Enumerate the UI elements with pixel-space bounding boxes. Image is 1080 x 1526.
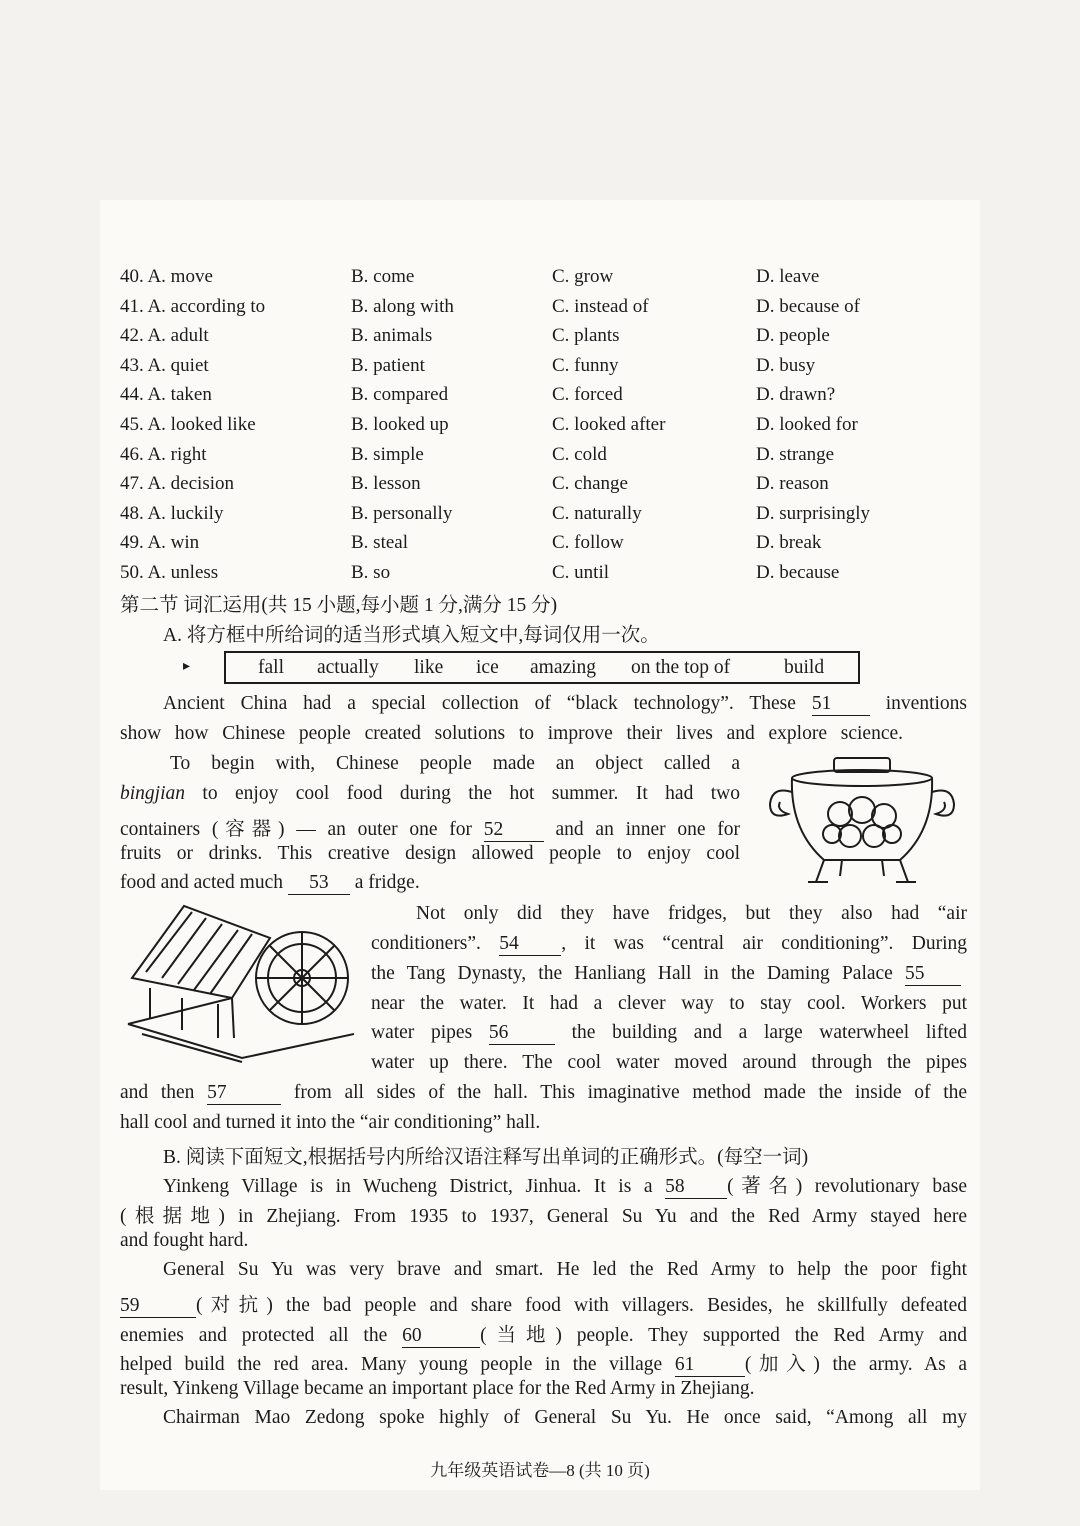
option-a: 40. A. move (120, 266, 213, 287)
text: and then (120, 1082, 195, 1103)
text: containers (容器) — an outer one for (120, 819, 473, 840)
option-c: C. cold (552, 443, 607, 465)
option-a: 50. A. unless (120, 561, 219, 583)
option-row (120, 410, 980, 440)
word-box (224, 651, 860, 684)
text: from all sides of the hall. This imaginative method made the inside of the (293, 1082, 968, 1103)
word-box-item: amazing (530, 657, 597, 678)
passage-line (120, 1319, 967, 1348)
option-c: C. instead of (552, 295, 649, 317)
passage-line (120, 872, 420, 895)
option-a: 43. A. quiet (120, 354, 209, 376)
option-d: D. leave (756, 266, 820, 287)
option-c: C. funny (552, 354, 619, 376)
text: inventions (885, 693, 968, 714)
passage-line: General Su Yu was very brave and smart. He led the Red Army to help the poor fight (163, 1259, 967, 1280)
section-heading: 第二节 词汇运用(共 15 小题,每小题 1 分,满分 15 分) (120, 595, 558, 616)
passage-line: and fought hard. (120, 1230, 249, 1251)
option-a: 45. A. looked like (120, 413, 256, 435)
blank-54: 54 (499, 933, 561, 956)
passage-line: show how Chinese people created solutions to improve their lives and explore science. (120, 723, 903, 744)
option-b: B. so (351, 561, 391, 583)
option-c: C. naturally (552, 502, 642, 524)
blank-58: 58 (665, 1176, 727, 1199)
text: a fridge. (354, 872, 420, 893)
option-b: B. steal (351, 532, 408, 554)
option-c: C. until (552, 561, 610, 583)
text: Yinkeng Village is in Wucheng District, Jinhua. It is a (163, 1176, 653, 1197)
option-c: C. grow (552, 266, 614, 287)
text: (著名) revolutionary base (727, 1176, 968, 1197)
text: the building and a large waterwheel lifted (571, 1022, 968, 1043)
option-d: D. reason (756, 473, 829, 495)
text: , it was “central air conditioning”. During (561, 933, 967, 954)
option-row (120, 321, 980, 351)
page-footer: 九年级英语试卷—8 (共 10 页) (430, 1461, 650, 1480)
word-box-item: on the top of (631, 657, 731, 678)
option-c: C. plants (552, 325, 620, 347)
options-list (120, 262, 980, 588)
option-b: B. looked up (351, 413, 449, 435)
text: helped build the red area. Many young people in the village (120, 1354, 663, 1375)
option-a: 47. A. decision (120, 473, 234, 495)
option-d: D. because (756, 561, 840, 583)
passage-line: Chairman Mao Zedong spoke highly of General Su Yu. He once said, “Among all my (163, 1407, 967, 1428)
arrow-icon: ▸ (183, 659, 191, 674)
option-b: B. patient (351, 354, 425, 376)
option-row (120, 440, 980, 470)
option-row (120, 499, 980, 529)
option-row (120, 292, 980, 322)
word-box-item: like (414, 657, 444, 678)
passage-line: water up there. The cool water moved around through the pipes (371, 1052, 967, 1073)
option-b: B. compared (351, 384, 449, 406)
passage-line (371, 933, 967, 956)
option-d: D. looked for (756, 413, 858, 435)
option-a: 48. A. luckily (120, 502, 224, 524)
option-a: 42. A. adult (120, 325, 209, 347)
option-row (120, 262, 980, 292)
blank-60: 60 (402, 1325, 480, 1348)
passage-line (120, 813, 740, 842)
word-box-item: ice (476, 657, 499, 678)
text: to enjoy cool food during the hot summer. It had two (185, 783, 740, 804)
option-b: B. personally (351, 502, 453, 524)
blank-55: 55 (905, 963, 961, 986)
text: enemies and protected all the (120, 1325, 388, 1346)
blank-56: 56 (489, 1022, 555, 1045)
option-a: 46. A. right (120, 443, 207, 465)
text: (当地) people. They supported the Red Army and (480, 1325, 967, 1346)
passage-line (120, 783, 740, 805)
option-b: B. animals (351, 325, 433, 347)
option-d: D. people (756, 325, 830, 347)
option-d: D. because of (756, 295, 860, 317)
passage-line (120, 1348, 967, 1377)
option-row (120, 380, 980, 410)
option-b: B. along with (351, 295, 454, 317)
blank-61: 61 (675, 1354, 745, 1377)
option-d: D. strange (756, 443, 835, 465)
part-a-instruction: A. 将方框中所给词的适当形式填入短文中,每词仅用一次。 (163, 625, 660, 646)
text: food and acted much (120, 872, 283, 893)
text: and an inner one for (555, 819, 741, 840)
option-b: B. simple (351, 443, 424, 465)
text: water pipes (371, 1022, 473, 1043)
blank-59: 59 (120, 1295, 196, 1318)
passage-line (371, 1022, 967, 1045)
passage-line (120, 1082, 967, 1105)
passage-line (120, 1289, 967, 1318)
word-box-item: build (784, 657, 825, 678)
option-a: 41. A. according to (120, 295, 266, 317)
passage-line: Not only did they have fridges, but they also had “air (416, 903, 967, 924)
option-a: 44. A. taken (120, 384, 212, 406)
option-row (120, 351, 980, 381)
blank-53: 53 (288, 872, 350, 895)
word-box-item: actually (317, 657, 379, 678)
passage-line: To begin with, Chinese people made an object called a (170, 753, 740, 774)
option-row (120, 528, 980, 558)
option-row (120, 469, 980, 499)
part-b-instruction: B. 阅读下面短文,根据括号内所给汉语注释写出单词的正确形式。(每空一词) (163, 1147, 809, 1168)
word-box-item: fall (258, 657, 284, 678)
option-b: B. lesson (351, 473, 421, 495)
text: the Tang Dynasty, the Hanliang Hall in the Daming Palace (371, 963, 893, 984)
blank-57: 57 (207, 1082, 281, 1105)
bingjian-illustration (762, 752, 962, 892)
passage-line (163, 693, 967, 716)
option-d: D. busy (756, 354, 816, 376)
passage-line: hall cool and turned it into the “air conditioning” hall. (120, 1112, 541, 1133)
text: (对抗) the bad people and share food with villagers. Besides, he skillfully defeated (196, 1295, 967, 1316)
option-b: B. come (351, 266, 415, 287)
option-c: C. forced (552, 384, 623, 406)
text: (加入) the army. As a (744, 1354, 967, 1375)
option-c: C. looked after (552, 413, 666, 435)
italic-term: bingjian (120, 783, 186, 804)
text: Ancient China had a special collection of “black technology”. These (163, 693, 796, 714)
option-c: C. follow (552, 532, 624, 554)
passage-line: near the water. It had a clever way to stay cool. Workers put (371, 993, 967, 1014)
blank-52: 52 (484, 819, 544, 842)
text: conditioners”. (371, 933, 481, 954)
passage-line: fruits or drinks. This creative design allowed people to enjoy cool (120, 843, 740, 864)
option-row (120, 558, 980, 588)
option-c: C. change (552, 473, 628, 495)
blank-51: 51 (812, 693, 870, 716)
passage-line: (根据地) in Zhejiang. From 1935 to 1937, General Su Yu and the Red Army stayed here (120, 1206, 967, 1227)
option-a: 49. A. win (120, 532, 200, 554)
passage-line: result, Yinkeng Village became an important place for the Red Army in Zhejiang. (120, 1378, 755, 1399)
option-d: D. drawn? (756, 384, 836, 406)
passage-line (163, 1170, 967, 1199)
waterwheel-hall-illustration (122, 898, 354, 1063)
passage-line (371, 963, 961, 986)
option-d: D. surprisingly (756, 502, 870, 524)
option-d: D. break (756, 532, 822, 554)
